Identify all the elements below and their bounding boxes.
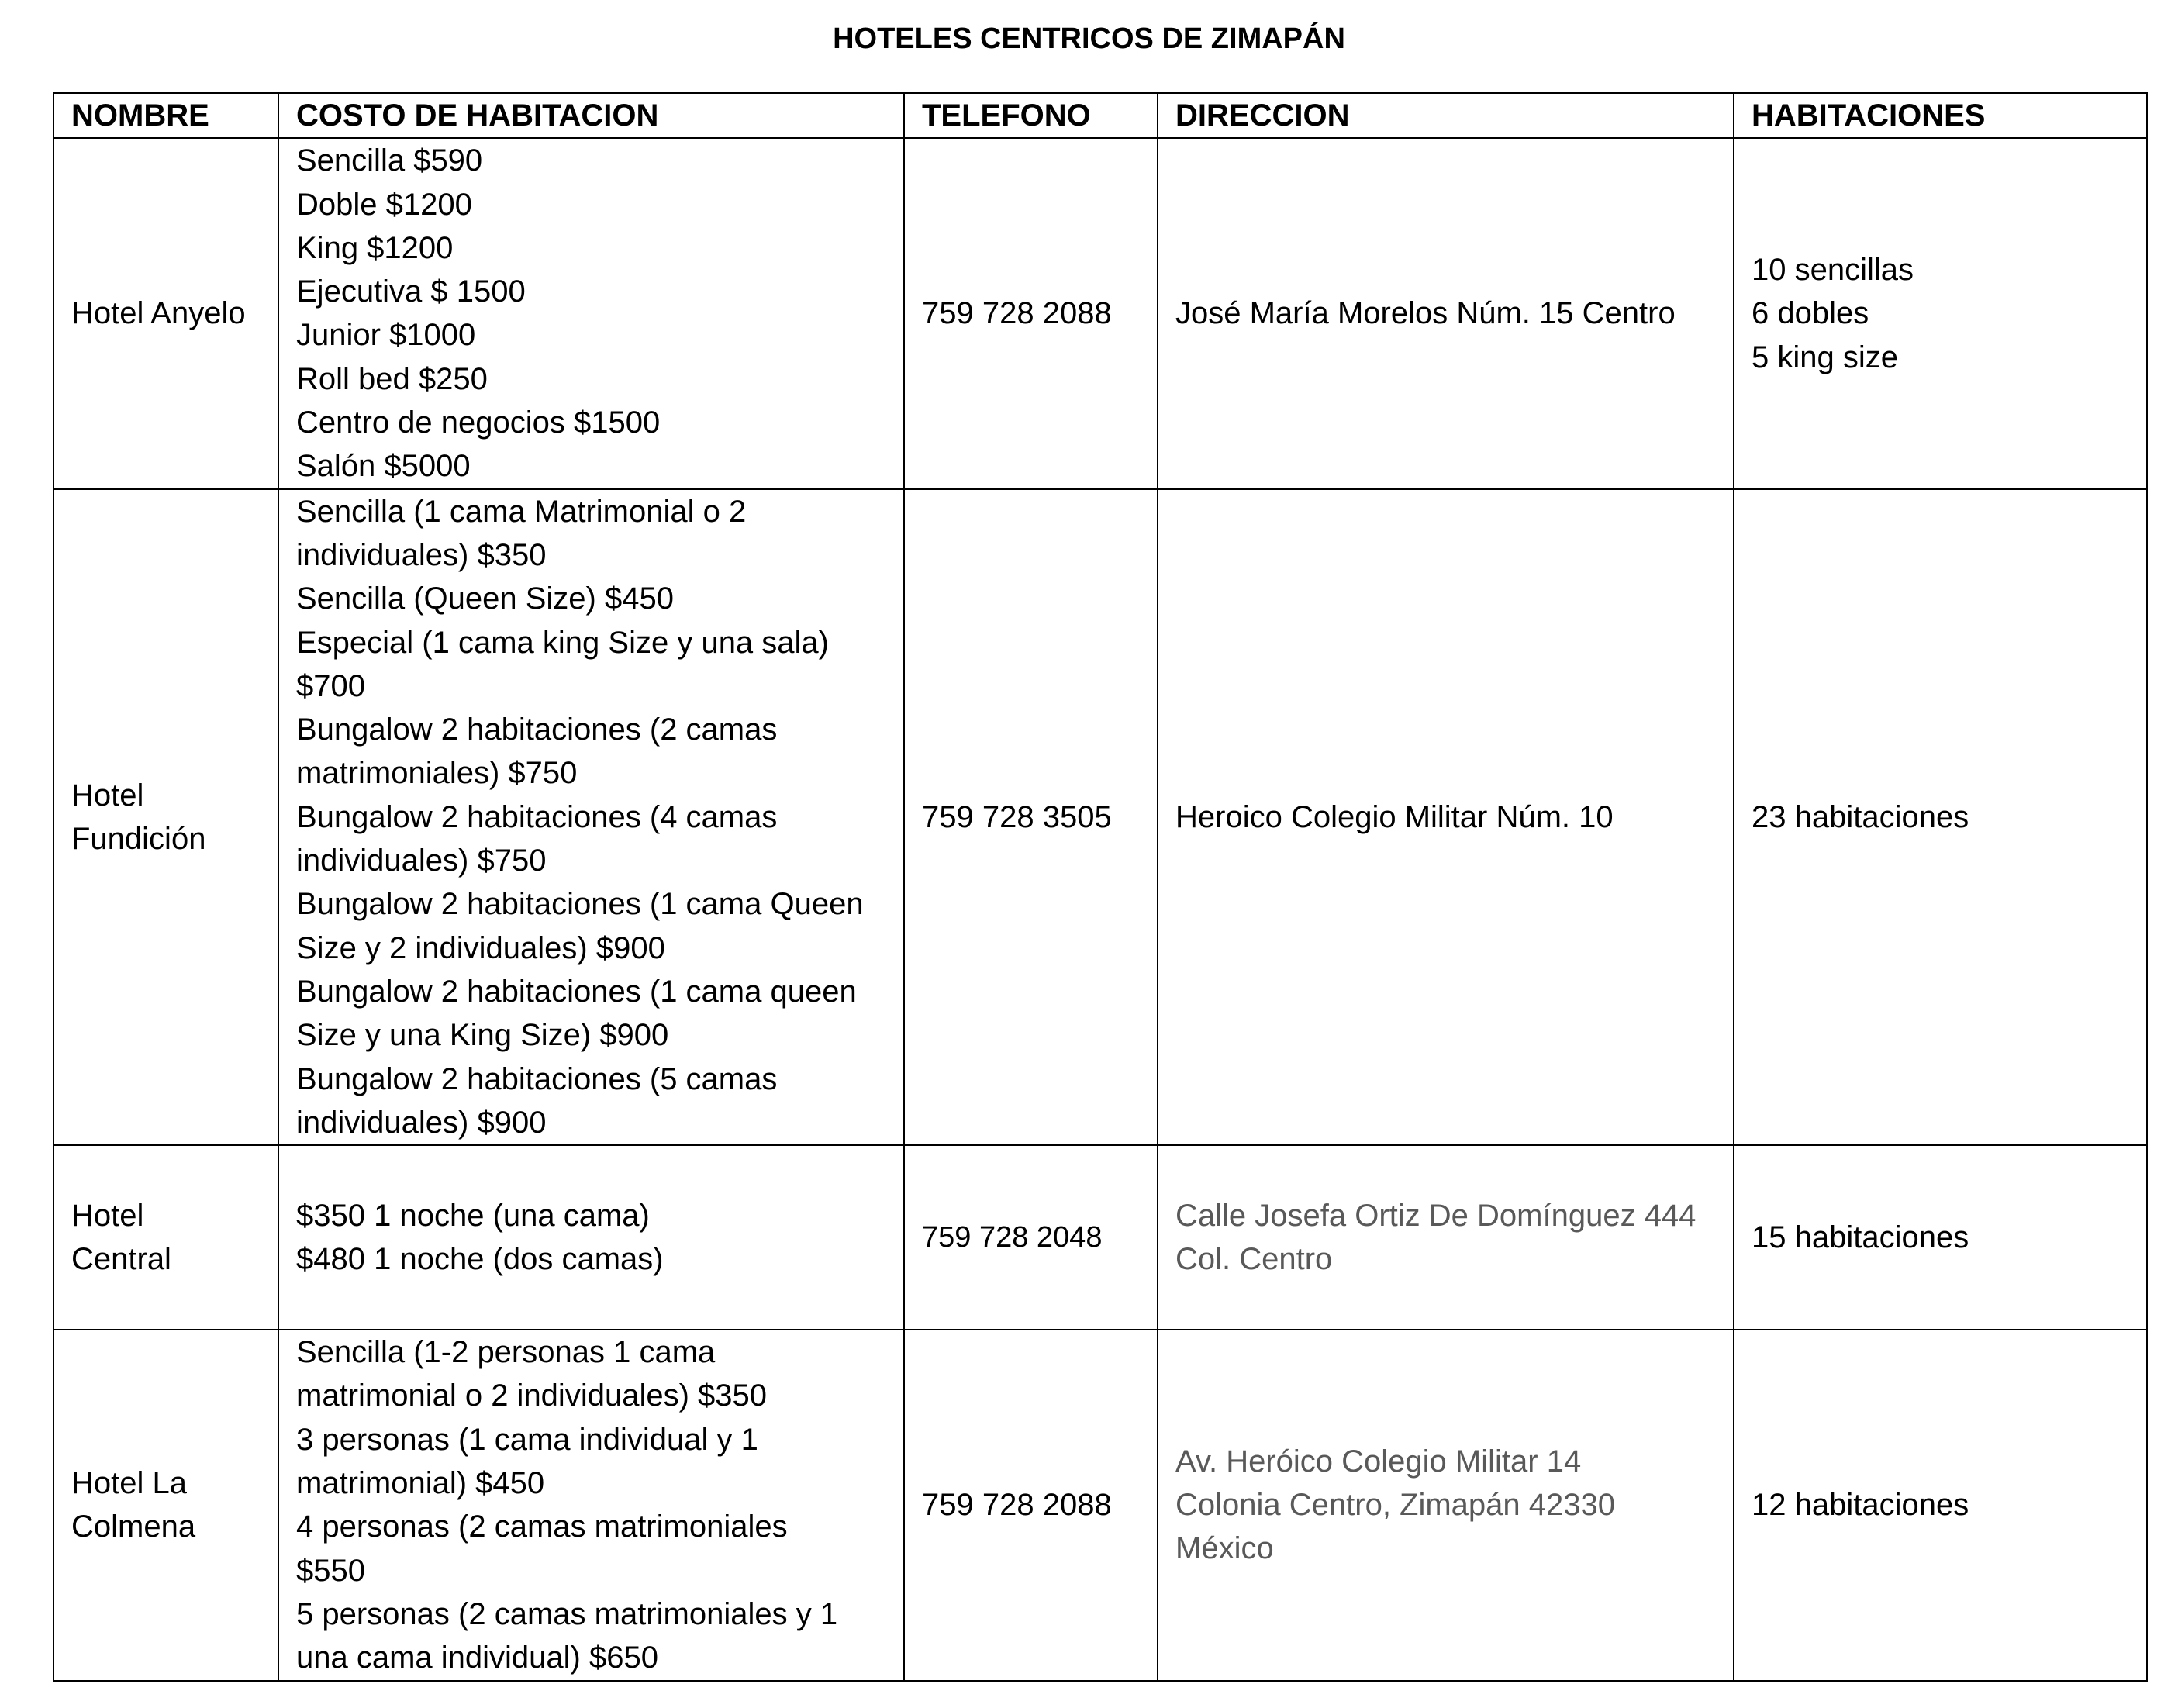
cell-costo — [278, 1330, 904, 1680]
cell-nombre — [54, 138, 278, 488]
cell-habitaciones — [1734, 489, 2147, 1145]
cell-telefono — [904, 1330, 1158, 1680]
room-price: $350 1 noche (una cama) — [296, 1198, 650, 1233]
hotels-table — [53, 92, 2148, 1682]
header-nombre: NOMBRE — [54, 93, 278, 138]
room-price: Especial (1 cama king Size y una sala) — [296, 625, 829, 660]
room-count: 5 king size — [1752, 340, 1898, 374]
room-price: Sencilla (1 cama Matrimonial o 2 — [296, 494, 747, 529]
cell-telefono — [904, 138, 1158, 488]
hotel-name: Hotel — [71, 1198, 144, 1233]
room-price: individuales) $750 — [296, 844, 547, 878]
address-line: Heroico Colegio Militar Núm. 10 — [1175, 799, 1614, 834]
room-price: 3 personas (1 cama individual y 1 — [296, 1422, 758, 1457]
room-price: Bungalow 2 habitaciones (2 camas — [296, 713, 778, 747]
cell-nombre — [54, 1145, 278, 1330]
hotel-name: Hotel Anyelo — [71, 296, 246, 331]
room-count: 23 habitaciones — [1752, 799, 1969, 834]
table-row — [54, 1145, 2147, 1330]
room-price: individuales) $350 — [296, 537, 547, 572]
room-price: Bungalow 2 habitaciones (1 cama Queen — [296, 887, 864, 922]
room-price: $480 1 noche (dos camas) — [296, 1242, 664, 1277]
header-direccion: DIRECCION — [1158, 93, 1734, 138]
cell-telefono — [904, 1145, 1158, 1330]
cell-nombre — [54, 1330, 278, 1680]
address-line: Colonia Centro, Zimapán 42330 — [1175, 1488, 1616, 1523]
room-price: 5 personas (2 camas matrimoniales y 1 — [296, 1596, 838, 1631]
room-price: Size y 2 individuales) $900 — [296, 930, 665, 965]
table-row — [54, 489, 2147, 1145]
phone-number: 759 728 2088 — [922, 296, 1112, 331]
room-price: Bungalow 2 habitaciones (4 camas — [296, 799, 778, 834]
phone-number: 759 728 2088 — [922, 1488, 1112, 1523]
cell-direccion — [1158, 1330, 1734, 1680]
cell-costo — [278, 489, 904, 1145]
room-price: una cama individual) $650 — [296, 1641, 658, 1675]
cell-direccion — [1158, 1145, 1734, 1330]
header-row — [54, 93, 2147, 138]
header-costo: COSTO DE HABITACION — [278, 93, 904, 138]
address-line: Av. Heróico Colegio Militar 14 — [1175, 1444, 1582, 1479]
header-telefono: TELEFONO — [904, 93, 1158, 138]
address-line: Col. Centro — [1175, 1242, 1333, 1277]
cell-telefono — [904, 489, 1158, 1145]
room-price: Bungalow 2 habitaciones (5 camas — [296, 1061, 778, 1096]
room-price: matrimonial) $450 — [296, 1466, 545, 1501]
document-title: HOTELES CENTRICOS DE ZIMAPÁN — [833, 22, 1345, 55]
room-price: individuales) $900 — [296, 1105, 547, 1140]
room-price: Centro de negocios $1500 — [296, 405, 661, 440]
table-row — [54, 138, 2147, 488]
room-price: Salón $5000 — [296, 449, 471, 484]
hotel-name: Hotel — [71, 778, 144, 813]
phone-number: 759 728 2048 — [922, 1220, 1103, 1254]
room-price: Doble $1200 — [296, 187, 472, 222]
room-price: Size y una King Size) $900 — [296, 1018, 669, 1053]
cell-nombre — [54, 489, 278, 1145]
room-price: Sencilla (1-2 personas 1 cama — [296, 1335, 716, 1370]
hotel-name: Hotel La — [71, 1466, 187, 1501]
room-price: matrimonial o 2 individuales) $350 — [296, 1378, 767, 1413]
cell-habitaciones — [1734, 1330, 2147, 1680]
cell-costo — [278, 1145, 904, 1330]
room-price: Bungalow 2 habitaciones (1 cama queen — [296, 974, 857, 1009]
header-habitaciones: HABITACIONES — [1734, 93, 2147, 138]
room-price: King $1200 — [296, 230, 454, 265]
cell-direccion — [1158, 489, 1734, 1145]
hotel-name: Colmena — [71, 1510, 196, 1544]
room-count: 15 habitaciones — [1752, 1220, 1969, 1254]
cell-costo — [278, 138, 904, 488]
room-price: Ejecutiva $ 1500 — [296, 274, 526, 309]
room-price: Sencilla (Queen Size) $450 — [296, 581, 674, 616]
address-line: Calle Josefa Ortiz De Domínguez 444 — [1175, 1198, 1696, 1233]
hotel-name: Fundición — [71, 821, 206, 856]
room-price: $550 — [296, 1553, 365, 1588]
cell-habitaciones — [1734, 138, 2147, 488]
room-price: Sencilla $590 — [296, 143, 483, 178]
cell-direccion — [1158, 138, 1734, 488]
table-row — [54, 1330, 2147, 1680]
room-count: 10 sencillas — [1752, 253, 1914, 288]
address-line: México — [1175, 1531, 1274, 1566]
address-line: José María Morelos Núm. 15 Centro — [1175, 296, 1676, 331]
cell-habitaciones — [1734, 1145, 2147, 1330]
room-price: matrimoniales) $750 — [296, 756, 578, 791]
room-price: Roll bed $250 — [296, 361, 488, 396]
room-price: $700 — [296, 668, 365, 703]
room-count: 6 dobles — [1752, 296, 1869, 331]
phone-number: 759 728 3505 — [922, 799, 1112, 834]
room-price: 4 personas (2 camas matrimoniales — [296, 1510, 788, 1544]
room-price: Junior $1000 — [296, 318, 476, 353]
room-count: 12 habitaciones — [1752, 1488, 1969, 1523]
hotel-name: Central — [71, 1242, 171, 1277]
